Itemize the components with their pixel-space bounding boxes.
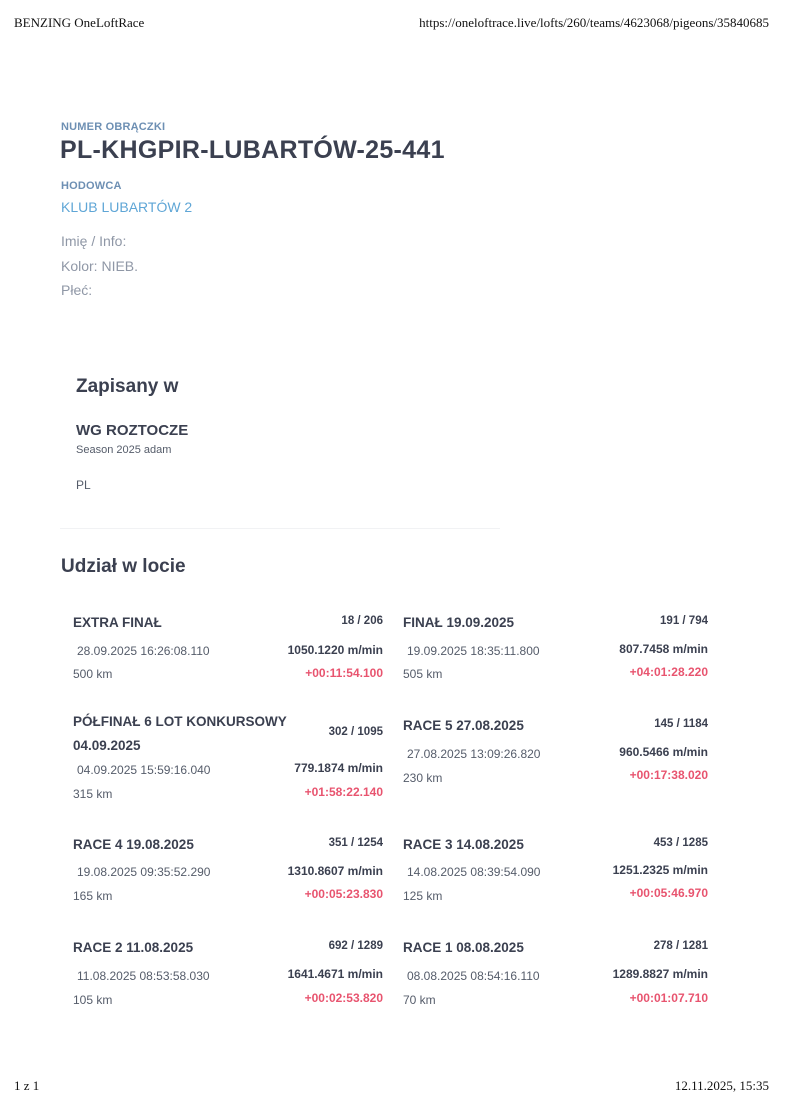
print-page-number: 1 z 1 (14, 1078, 40, 1093)
race-name: EXTRA FINAŁ (73, 615, 162, 630)
race-position: 692 / 1289 (328, 940, 383, 952)
divider (60, 528, 500, 529)
race-card[interactable] (403, 937, 708, 1037)
race-position: 453 / 1285 (653, 837, 708, 849)
race-time-diff: +00:01:07.710 (629, 991, 708, 1005)
race-datetime: 11.08.2025 08:53:58.030 (77, 969, 210, 983)
loft-name[interactable]: WG ROZTOCZE (76, 422, 189, 439)
race-distance: 125 km (403, 889, 443, 903)
race-datetime: 19.09.2025 18:35:11.800 (407, 644, 540, 658)
race-card[interactable] (403, 834, 708, 934)
race-name: RACE 5 27.08.2025 (403, 718, 524, 733)
race-speed: 1641.4671 m/min (287, 967, 383, 981)
race-speed: 1251.2325 m/min (612, 863, 708, 877)
race-speed: 1310.8607 m/min (287, 864, 383, 878)
breeder-link[interactable]: KLUB LUBARTÓW 2 (61, 199, 193, 215)
season-name: Season 2025 adam (76, 444, 172, 456)
race-speed: 960.5466 m/min (619, 745, 708, 759)
race-position: 191 / 794 (660, 615, 708, 627)
race-time-diff: +00:05:46.970 (629, 886, 708, 900)
race-distance: 505 km (403, 667, 443, 681)
race-time-diff: +00:05:23.830 (304, 887, 383, 901)
race-position: 145 / 1184 (654, 718, 708, 730)
race-datetime: 19.08.2025 09:35:52.290 (77, 865, 211, 879)
race-speed: 1050.1220 m/min (287, 643, 383, 657)
participation-title: Udział w locie (61, 556, 186, 577)
race-speed: 779.1874 m/min (294, 761, 383, 775)
race-name: RACE 3 14.08.2025 (403, 837, 524, 852)
race-distance: 230 km (403, 771, 443, 785)
race-datetime: 08.08.2025 08:54:16.110 (407, 969, 540, 983)
race-card[interactable] (403, 612, 708, 712)
country-code: PL (76, 478, 91, 492)
race-distance: 70 km (403, 993, 436, 1007)
print-url: https://oneloftrace.live/lofts/260/teams/4623068/pigeons/35840685 (419, 15, 769, 30)
breeder-label: HODOWCA (61, 180, 122, 192)
race-datetime: 04.09.2025 15:59:16.040 (77, 763, 211, 777)
print-timestamp: 12.11.2025, 15:35 (674, 1078, 769, 1093)
race-card[interactable] (73, 710, 383, 820)
race-card[interactable] (73, 612, 383, 712)
race-speed: 1289.8827 m/min (612, 967, 708, 981)
race-datetime: 28.09.2025 16:26:08.110 (77, 644, 210, 658)
race-time-diff: +00:11:54.100 (305, 666, 383, 680)
race-position: 351 / 1254 (328, 837, 383, 849)
race-time-diff: +01:58:22.140 (304, 785, 383, 799)
race-speed: 807.7458 m/min (619, 642, 708, 656)
race-time-diff: +00:17:38.020 (629, 768, 708, 782)
race-position: 278 / 1281 (653, 940, 708, 952)
pigeon-sex: Płeć: (61, 282, 93, 298)
race-name: RACE 4 19.08.2025 (73, 837, 194, 852)
pigeon-color: Kolor: NIEB. (61, 258, 139, 274)
race-distance: 500 km (73, 667, 113, 681)
race-name: FINAŁ 19.09.2025 (403, 615, 515, 630)
race-name: PÓŁFINAŁ 6 LOT KONKURSOWY 04.09.2025 (73, 714, 287, 753)
race-name: RACE 1 08.08.2025 (403, 940, 524, 955)
race-position: 302 / 1095 (328, 726, 383, 738)
race-datetime: 14.08.2025 08:39:54.090 (407, 865, 541, 879)
race-time-diff: +04:01:28.220 (629, 665, 708, 679)
race-card[interactable] (73, 834, 383, 934)
race-distance: 105 km (73, 993, 113, 1007)
race-distance: 165 km (73, 889, 113, 903)
ring-number-label: NUMER OBRĄCZKI (61, 121, 166, 133)
name-info: Imię / Info: (61, 233, 127, 249)
ring-number: PL-KHGPIR-LUBARTÓW-25-441 (60, 136, 445, 164)
print-site-title: BENZING OneLoftRace (14, 15, 145, 30)
registered-title: Zapisany w (76, 376, 179, 397)
race-position: 18 / 206 (341, 615, 383, 627)
race-time-diff: +00:02:53.820 (304, 991, 383, 1005)
race-card[interactable] (403, 715, 708, 815)
race-name: RACE 2 11.08.2025 (73, 940, 194, 955)
race-datetime: 27.08.2025 13:09:26.820 (407, 747, 541, 761)
race-distance: 315 km (73, 787, 113, 801)
race-card[interactable] (73, 937, 383, 1037)
